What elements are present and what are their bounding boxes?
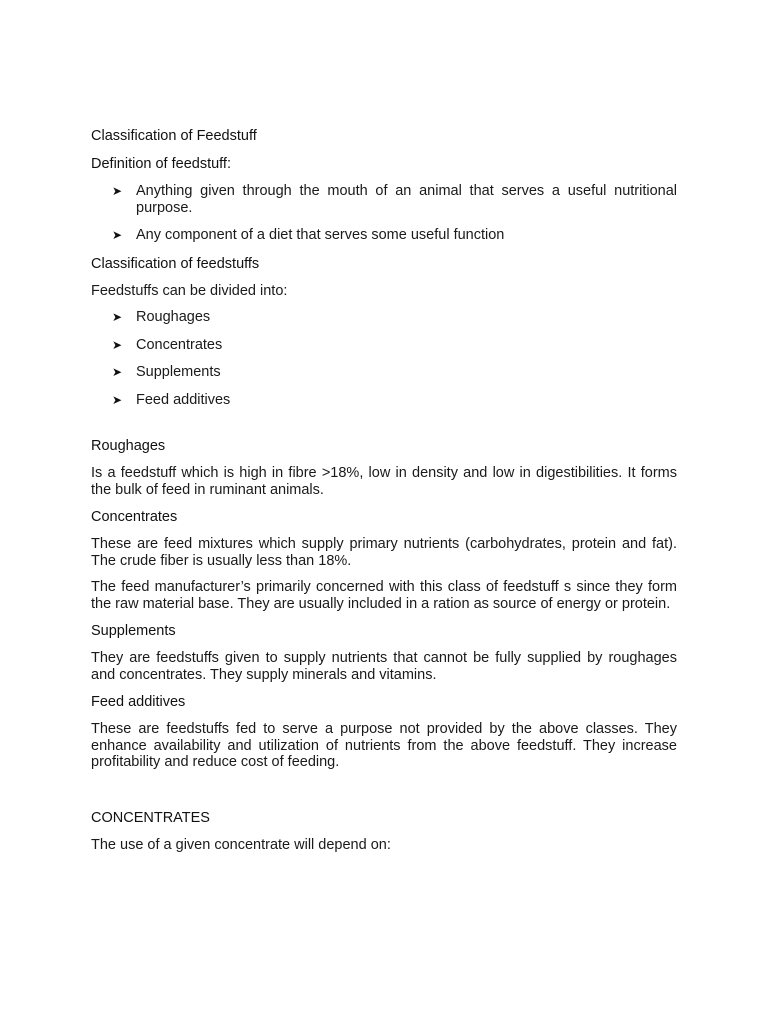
supplements-heading: Supplements (91, 623, 176, 639)
concentrates-paragraph-1: These are feed mixtures which supply primary nutrients (carbohydrates, protein and fat). The crude fiber is usually less than 18%. (91, 536, 677, 569)
feed-additives-paragraph: These are feedstuffs fed to serve a purpose not provided by the above classes. They enhance availability and utilization of nutrients from the above feedstuff. They increase profitability and reduce cost of feeding. (91, 721, 677, 770)
definition-heading: Definition of feedstuff: (91, 156, 231, 172)
roughages-heading: Roughages (91, 438, 166, 454)
arrow-bullet-icon: ➤ (112, 365, 123, 379)
list-item-text: Feed additives (136, 391, 231, 408)
classification-heading: Classification of feedstuffs (91, 255, 260, 272)
list-item-text: Any component of a diet that serves some useful function (136, 227, 505, 243)
spacer (91, 419, 677, 437)
arrow-bullet-icon: ➤ (112, 310, 123, 324)
list-item (91, 227, 677, 244)
list-item-text: Concentrates (136, 336, 223, 353)
arrow-bullet-icon: ➤ (112, 228, 123, 242)
list-item-text: Roughages (136, 309, 211, 325)
classification-list (91, 309, 677, 408)
document-page (91, 127, 677, 863)
spacer (91, 781, 677, 809)
arrow-bullet-icon: ➤ (112, 184, 123, 198)
classification-intro: Feedstuffs can be divided into: (91, 282, 288, 299)
definition-list (91, 183, 677, 244)
concentrates-caps-heading: CONCENTRATES (91, 809, 210, 826)
feed-additives-heading: Feed additives (91, 694, 186, 710)
list-item (91, 337, 677, 354)
arrow-bullet-icon: ➤ (112, 337, 123, 352)
list-item-text: Anything given through the mouth of an animal that serves a useful nutritional purpose. (136, 183, 677, 216)
list-item (91, 183, 677, 216)
list-item-text: Supplements (136, 364, 221, 380)
list-item (91, 364, 677, 381)
list-item (91, 392, 677, 409)
concentrates-heading: Concentrates (91, 509, 178, 525)
list-item (91, 309, 677, 326)
roughages-paragraph: Is a feedstuff which is high in fibre >18%, low in density and low in digestibilities. It forms the bulk of feed in ruminant animals. (91, 465, 677, 498)
concentrates-caps-paragraph: The use of a given concentrate will depend on: (91, 836, 391, 853)
document-title: Classification of Feedstuff (91, 128, 257, 144)
arrow-bullet-icon: ➤ (112, 392, 123, 407)
concentrates-paragraph-2: The feed manufacturer’s primarily concerned with this class of feedstuff s since they form the raw material base. They are usually included in a ration as source of energy or protein. (91, 579, 677, 612)
supplements-paragraph: They are feedstuffs given to supply nutrients that cannot be fully supplied by roughages and concentrates. They supply minerals and vitamins. (91, 650, 677, 683)
